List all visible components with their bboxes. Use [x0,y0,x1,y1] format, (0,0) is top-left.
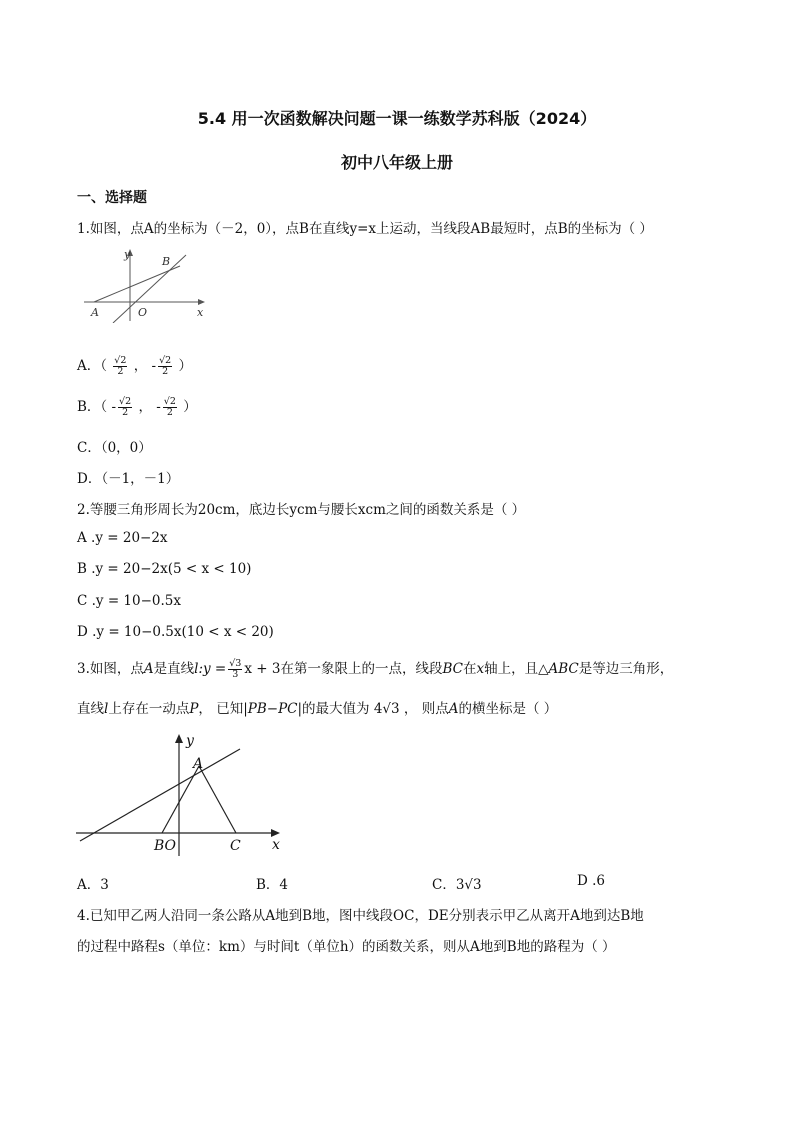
q1-fig-label-o: O [138,306,148,319]
q3-option-c[interactable]: C．3√3 [432,877,482,893]
q1-option-d[interactable]: D．（－1，－1） [77,471,180,487]
q3-option-d[interactable]: D .6 [577,873,605,889]
q3-fig-label-c: C [230,838,241,854]
q1-opt-a-frac2: $\frac{√2}{2}$ [159,355,172,377]
q1-stem: 1.如图，点A的坐标为（－2，0），点B在直线y=x上运动，当线段AB最短时，点B的坐标为（ ） [77,221,653,237]
page-title: 5.4 用一次函数解决问题一课一练数学苏科版（2024） [197,109,597,128]
q2-option-a[interactable]: A .y = 20−2x [77,530,168,546]
q3-fig-label-x: x [272,837,280,853]
q3-option-a[interactable]: A．3 [77,877,109,893]
q3-fig-label-y: y [186,733,194,749]
q1-fig-label-y: y [124,248,131,261]
q4-stem-line2: 的过程中路程s（单位：km）与时间t（单位h）的函数关系，则从A地到B地的路程为（ ） [77,939,616,955]
q3-fig-label-bo: BO [154,838,177,854]
q1-fig-label-a: A [91,306,99,319]
q3-stem-line2: 直线l上存在一动点P， 已知|PB−PC|的最大值为 4√3 ， 则点A的横坐标是（ ） [77,701,558,717]
q2-option-d[interactable]: D .y = 10−0.5x(10 < x < 20) [77,624,274,640]
q3-figure [72,728,287,858]
q2-option-b[interactable]: B .y = 20−2x(5 < x < 10) [77,561,252,577]
q3-stem-line1: 3.如图，点A是直线l:y = $\frac{√3}{3}$ x + 3在第一象限上的一点，线段BC在x轴上，且△ABC是等边三角形， [77,658,674,680]
page-subtitle: 初中八年级上册 [340,153,453,172]
q1-opt-b-prefix: B．（ [77,399,108,415]
q3-fig-label-a: A [193,756,204,772]
q3-frac: $\frac{√3}{3}$ [229,658,242,680]
q1-opt-b-frac: $\frac{√2}{2}$ [119,396,132,418]
q1-opt-a-frac: $\frac{√2}{2}$ [114,355,127,377]
q1-figure [80,245,210,323]
q1-opt-a-prefix: A．（ [77,358,107,374]
q1-option-a[interactable]: A．（ $\frac{√2}{2}$ ， - $\frac{√2}{2}$ ） [77,355,192,377]
q1-fig-label-b: B [162,255,171,268]
q1-fig-label-x: x [197,306,204,319]
q1-option-c[interactable]: C．（0，0） [77,440,152,456]
q2-option-c[interactable]: C .y = 10−0.5x [77,593,182,609]
q1-opt-b-frac2: $\frac{√2}{2}$ [163,396,176,418]
q2-stem: 2.等腰三角形周长为20cm，底边长ycm与腰长xcm之间的函数关系是（ ） [77,502,526,518]
q4-stem-line1: 4.已知甲乙两人沿同一条公路从A地到B地，图中线段OC，DE分别表示甲乙从离开A地到达B地 [77,908,644,924]
q1-option-b[interactable]: B．（ - $\frac{√2}{2}$ ， - $\frac{√2}{2}$ ） [77,396,197,418]
section-heading: 一、选择题 [77,190,147,206]
q3-option-b[interactable]: B．4 [256,877,289,893]
